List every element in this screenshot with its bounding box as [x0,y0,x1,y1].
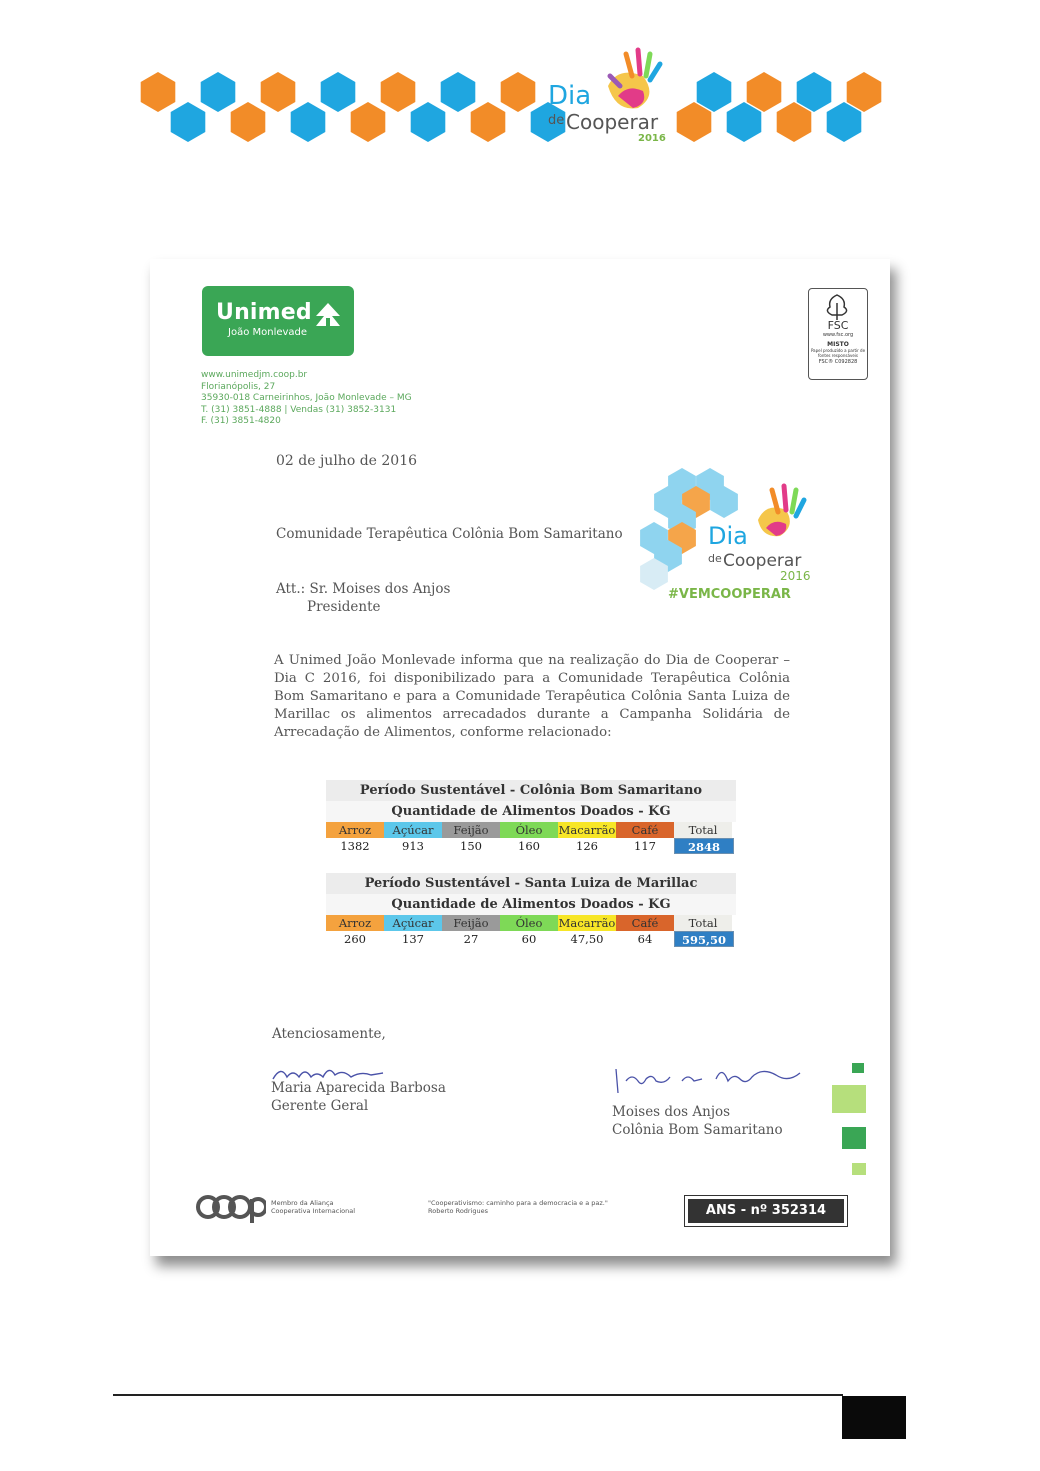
value-cell: 1382 [340,839,370,853]
fsc-mix: MISTO [827,341,849,348]
letterhead-contact [201,370,412,428]
letter-recipient: Comunidade Terapêutica Colônia Bom Samaritano [276,526,623,542]
contact-line: www.unimedjm.coop.br [201,370,308,380]
total-cell: 595,50 [674,931,734,947]
hexagon-shape [797,72,832,112]
hexagon-shape [471,102,506,142]
member-line: Membro da Aliança [271,1199,334,1207]
fsc-site: www.fsc.org [822,332,854,338]
header-cell: Total [674,822,732,838]
header-cell: Macarrão [558,916,616,930]
coop-logo [196,1191,366,1229]
table-header-row [326,915,736,931]
signer-name: Moises dos Anjos [612,1104,731,1120]
hexagon-shape [697,72,732,112]
fsc-seal [808,288,868,380]
unimed-city: João Monlevade [228,327,308,338]
fsc-desc: Papel produzido a partir de fontes responsáveis [810,348,866,358]
hexagon-shape [411,102,446,142]
header-cell: Total [674,915,732,931]
header-cell: Açúcar [384,915,442,931]
header-cell: Óleo [500,915,558,931]
coop-wordmark: coop [196,1225,201,1227]
banner-dia: Dia [548,81,592,111]
banner-year: 2016 [638,133,666,144]
header-cell: Arroz [326,822,384,838]
table-subtitle: Quantidade de Alimentos Doados - KG [326,894,736,915]
hexagon-shape [827,102,862,142]
value-cell: 126 [576,839,598,853]
hexagon-shape [441,72,476,112]
header-cell: Macarrão [558,823,616,837]
dia-de-cooperar-banner [138,46,894,148]
signer-name: Maria Aparecida Barbosa [271,1080,446,1096]
letter-attention [276,580,450,616]
unimed-brand: Unimed [216,300,312,325]
hexagon-shape [501,72,536,112]
quote-line: Roberto Rodrigues [428,1207,489,1215]
handwritten-signature [612,1059,812,1099]
unimed-logo [202,286,354,356]
header-cell: Açúcar [384,822,442,838]
hexagon-shape [171,102,206,142]
header-cell: Café [616,822,674,838]
hexagon-shape [847,72,882,112]
logo-de: de [708,552,722,565]
signer-role: Colônia Bom Samaritano [612,1122,783,1138]
fsc-label: FSC [827,319,849,332]
value-cell: 60 [521,932,537,946]
header-cell: Feijão [442,822,500,838]
signer-role: Gerente Geral [271,1098,369,1114]
contact-line: Florianópolis, 27 [201,381,276,392]
donation-table-bom-samaritano [326,780,736,854]
decorative-squares [832,1063,872,1183]
letter-date: 02 de julho de 2016 [276,453,418,469]
value-cell: 27 [463,932,479,946]
hexagon-shape [141,72,176,112]
hexagon-shape [261,72,296,112]
letter-body: A Unimed João Monlevade informa que na realização do Dia de Cooperar – Dia C 2016, foi disponibilizado para a Comunidade Terapêutica Colônia Bom Samaritano e para a Comunidade Terapêutica Colônia Santa Luiza de Marillac os alimentos arrecadados durante a Campanha Solidária de Arrecadação de Alimentos, conforme relacionado: [274,653,790,740]
value-cell: 137 [402,932,424,946]
member-line: Cooperativa Internacional [271,1207,356,1215]
table-row [326,931,736,947]
page-footer-rule [113,1394,843,1396]
letter-closing: Atenciosamente, [272,1026,386,1042]
hexagon-shape [351,102,386,142]
value-cell: 117 [634,839,656,853]
table-header-row [326,822,736,838]
contact-line: F. (31) 3851-4820 [201,416,281,427]
hand-logo-icon [608,50,660,109]
value-cell: 260 [344,932,366,946]
table-title: Período Sustentável - Colônia Bom Samaritano [326,780,736,801]
header-cell: Café [616,915,674,931]
table-subtitle: Quantidade de Alimentos Doados - KG [326,801,736,822]
contact-line: 35930-018 Carneirinhos, João Monlevade – MG [201,393,412,404]
value-cell: 913 [402,839,424,853]
table-row [326,838,736,854]
handwritten-signature [271,1061,391,1087]
scanned-letter [150,259,890,1256]
fsc-code: FSC® C092828 [818,359,858,365]
donation-table-santa-luiza [326,873,736,947]
dia-de-cooperar-logo [640,462,820,612]
hexagon-shape [727,102,762,142]
hexagon-shape [291,102,326,142]
logo-year: 2016 [780,569,811,583]
ans-registration-badge: ANS - nº 352314 [687,1198,845,1224]
coop-rings-icon [196,1191,266,1227]
hexagon-shape [231,102,266,142]
header-cell: Óleo [500,822,558,838]
quote-line: "Cooperativismo: caminho para a democracia e a paz." [428,1199,608,1207]
header-cell: Arroz [326,915,384,931]
signature-block-right [612,1059,812,1139]
header-cell: Feijão [442,915,500,931]
hexagon-shape [747,72,782,112]
value-cell: 150 [460,839,482,853]
att-line: Att.: Sr. Moises dos Anjos [276,581,451,597]
banner-de: de [548,113,565,128]
footer-quote [428,1199,608,1215]
hexagon-shape [201,72,236,112]
value-cell: 47,50 [570,932,604,946]
value-cell: 160 [518,839,540,853]
logo-hashtag: #VEMCOOPERAR [668,587,791,602]
logo-dia: Dia [708,522,748,550]
page-number-box [842,1396,906,1439]
att-role: Presidente [307,599,381,615]
banner-cooperar: Cooperar [566,110,659,134]
coop-member-text [271,1199,355,1215]
hexagon-shape [321,72,356,112]
fsc-tree-icon [822,293,852,321]
logo-cooperar: Cooperar [723,551,802,571]
table-title: Período Sustentável - Santa Luiza de Marillac [326,873,736,894]
hand-icon [758,486,804,536]
value-cell: 64 [637,932,653,946]
signature-block-left [271,1079,446,1115]
unimed-tree-icon [312,300,344,332]
total-cell: 2848 [674,838,734,854]
hexagon-shape [381,72,416,112]
hexagon-shape [677,102,712,142]
hexagon-shape [777,102,812,142]
contact-line: T. (31) 3851-4888 | Vendas (31) 3852-3131 [201,404,397,415]
